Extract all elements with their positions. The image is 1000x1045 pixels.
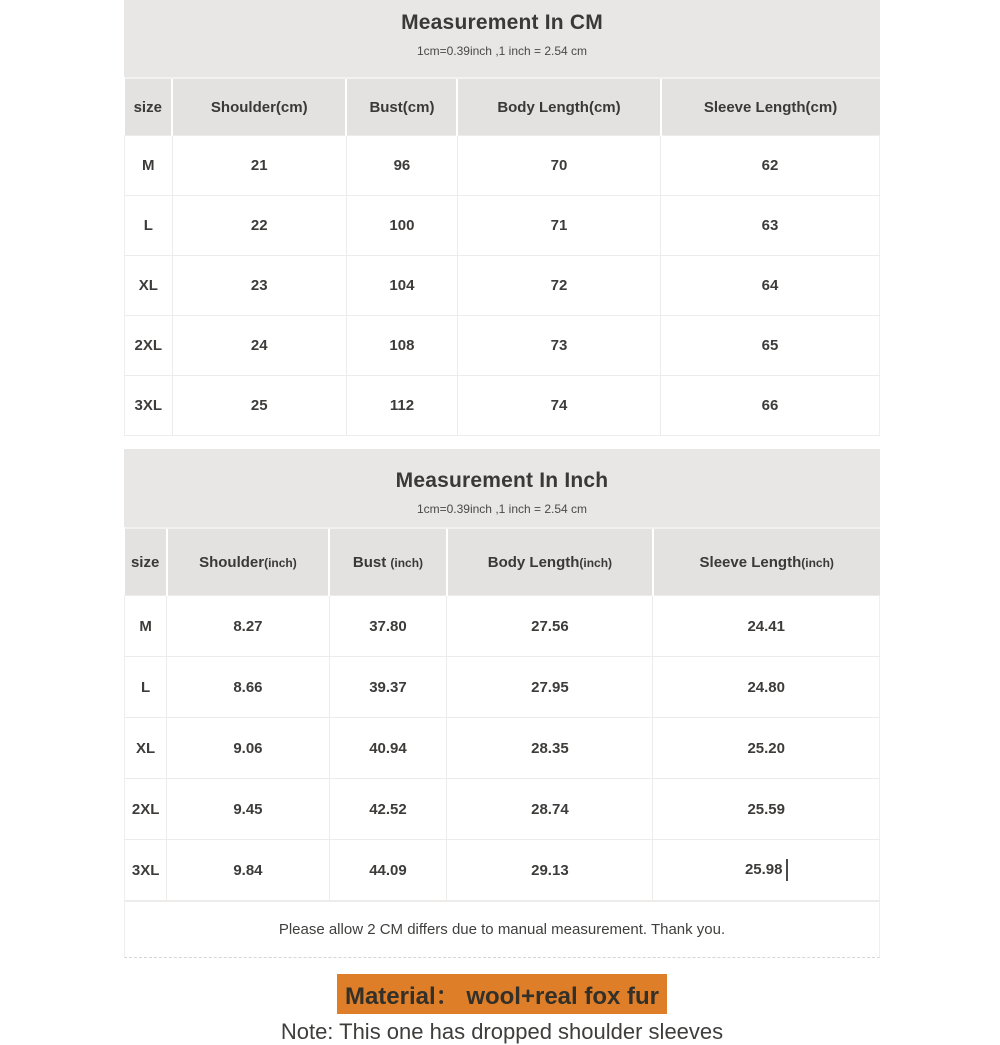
inch-value-cell: 24.80 xyxy=(653,657,880,718)
cm-value-cell: 96 xyxy=(346,136,457,196)
cm-row-3XL xyxy=(125,376,880,436)
cm-row-L xyxy=(125,196,880,256)
inch-value-cell: 37.80 xyxy=(329,596,447,657)
inch-value-cell: 24.41 xyxy=(653,596,880,657)
text-cursor xyxy=(786,859,788,881)
cm-table-header xyxy=(125,78,880,136)
cm-value-cell: 108 xyxy=(346,316,457,376)
cm-header-cell-2: Bust(cm) xyxy=(346,78,457,136)
cm-size-label-cell: 3XL xyxy=(125,376,173,436)
inch-value-cell: 25.59 xyxy=(653,779,880,840)
inch-value-cell: 28.74 xyxy=(447,779,653,840)
cm-section-title: Measurement In CM xyxy=(401,11,603,34)
inch-size-label-cell: XL xyxy=(125,718,167,779)
cm-value-cell: 71 xyxy=(457,196,660,256)
cm-table-body xyxy=(125,136,880,436)
inch-header-cell-1: Shoulder(inch) xyxy=(167,528,329,596)
cm-value-cell: 72 xyxy=(457,256,660,316)
cm-conversion-note: 1cm=0.39inch ,1 inch = 2.54 cm xyxy=(416,44,588,58)
cm-size-label-cell: 2XL xyxy=(125,316,173,376)
inch-value-cell: 9.84 xyxy=(167,840,329,901)
cm-size-label-cell: XL xyxy=(125,256,173,316)
cm-title-band xyxy=(124,0,880,77)
inch-header-cell-2: Bust (inch) xyxy=(329,528,447,596)
cm-value-cell: 22 xyxy=(172,196,346,256)
inch-value-cell: 28.35 xyxy=(447,718,653,779)
inch-size-label-cell: 2XL xyxy=(125,779,167,840)
cm-value-cell: 100 xyxy=(346,196,457,256)
inch-row-L xyxy=(125,657,880,718)
inch-value-cell: 27.95 xyxy=(447,657,653,718)
inch-value-cell: 42.52 xyxy=(329,779,447,840)
inch-row-XL xyxy=(125,718,880,779)
inch-row-M xyxy=(125,596,880,657)
cm-value-cell: 21 xyxy=(172,136,346,196)
cm-measurement-table xyxy=(124,77,880,436)
measurement-inch-section xyxy=(124,449,880,901)
inch-header-cell-size: size xyxy=(125,528,167,596)
inch-value-cell: 25.98 xyxy=(653,840,880,901)
cm-value-cell: 62 xyxy=(661,136,880,196)
inch-header-cell-4: Sleeve Length(inch) xyxy=(653,528,880,596)
inch-title-band xyxy=(124,449,880,527)
cm-header-cell-4: Sleeve Length(cm) xyxy=(661,78,880,136)
cm-header-cell-1: Shoulder(cm) xyxy=(172,78,346,136)
cm-value-cell: 104 xyxy=(346,256,457,316)
measurement-cm-section xyxy=(124,0,880,436)
inch-header-cell-3: Body Length(inch) xyxy=(447,528,653,596)
inch-value-cell: 25.20 xyxy=(653,718,880,779)
cm-value-cell: 23 xyxy=(172,256,346,316)
inch-measurement-table xyxy=(124,527,880,901)
material-line xyxy=(124,974,880,1014)
cm-row-2XL xyxy=(125,316,880,376)
inch-value-cell: 29.13 xyxy=(447,840,653,901)
inch-size-label-cell: 3XL xyxy=(125,840,167,901)
inch-value-cell: 9.06 xyxy=(167,718,329,779)
cm-size-label-cell: M xyxy=(125,136,173,196)
inch-section-title: Measurement In Inch xyxy=(395,469,609,492)
inch-value-cell: 39.37 xyxy=(329,657,447,718)
cm-value-cell: 74 xyxy=(457,376,660,436)
inch-size-label-cell: M xyxy=(125,596,167,657)
cm-value-cell: 24 xyxy=(172,316,346,376)
cm-row-XL xyxy=(125,256,880,316)
cm-header-cell-size: size xyxy=(125,78,173,136)
cm-header-cell-3: Body Length(cm) xyxy=(457,78,660,136)
cm-size-label-cell: L xyxy=(125,196,173,256)
cm-row-M xyxy=(125,136,880,196)
dropped-shoulder-note: Note: This one has dropped shoulder sleeves xyxy=(280,1019,724,1044)
inch-value-cell: 27.56 xyxy=(447,596,653,657)
inch-table-body xyxy=(125,596,880,901)
inch-row-3XL xyxy=(125,840,880,901)
cm-value-cell: 64 xyxy=(661,256,880,316)
cm-value-cell: 25 xyxy=(172,376,346,436)
cm-value-cell: 63 xyxy=(661,196,880,256)
inch-size-label-cell: L xyxy=(125,657,167,718)
size-chart xyxy=(124,0,880,1045)
inch-value-cell: 44.09 xyxy=(329,840,447,901)
measurement-disclaimer: Please allow 2 CM differs due to manual measurement. Thank you. xyxy=(124,901,880,958)
cm-value-cell: 65 xyxy=(661,316,880,376)
inch-value-cell: 40.94 xyxy=(329,718,447,779)
cm-value-cell: 66 xyxy=(661,376,880,436)
inch-value-cell: 9.45 xyxy=(167,779,329,840)
inch-value-cell: 8.27 xyxy=(167,596,329,657)
inch-row-2XL xyxy=(125,779,880,840)
cm-value-cell: 70 xyxy=(457,136,660,196)
inch-table-header xyxy=(125,528,880,596)
inch-value-cell: 8.66 xyxy=(167,657,329,718)
cm-value-cell: 73 xyxy=(457,316,660,376)
cm-value-cell: 112 xyxy=(346,376,457,436)
material-highlighted-text: Material： wool+real fox fur xyxy=(337,974,667,1014)
inch-conversion-note: 1cm=0.39inch ,1 inch = 2.54 cm xyxy=(416,502,588,516)
